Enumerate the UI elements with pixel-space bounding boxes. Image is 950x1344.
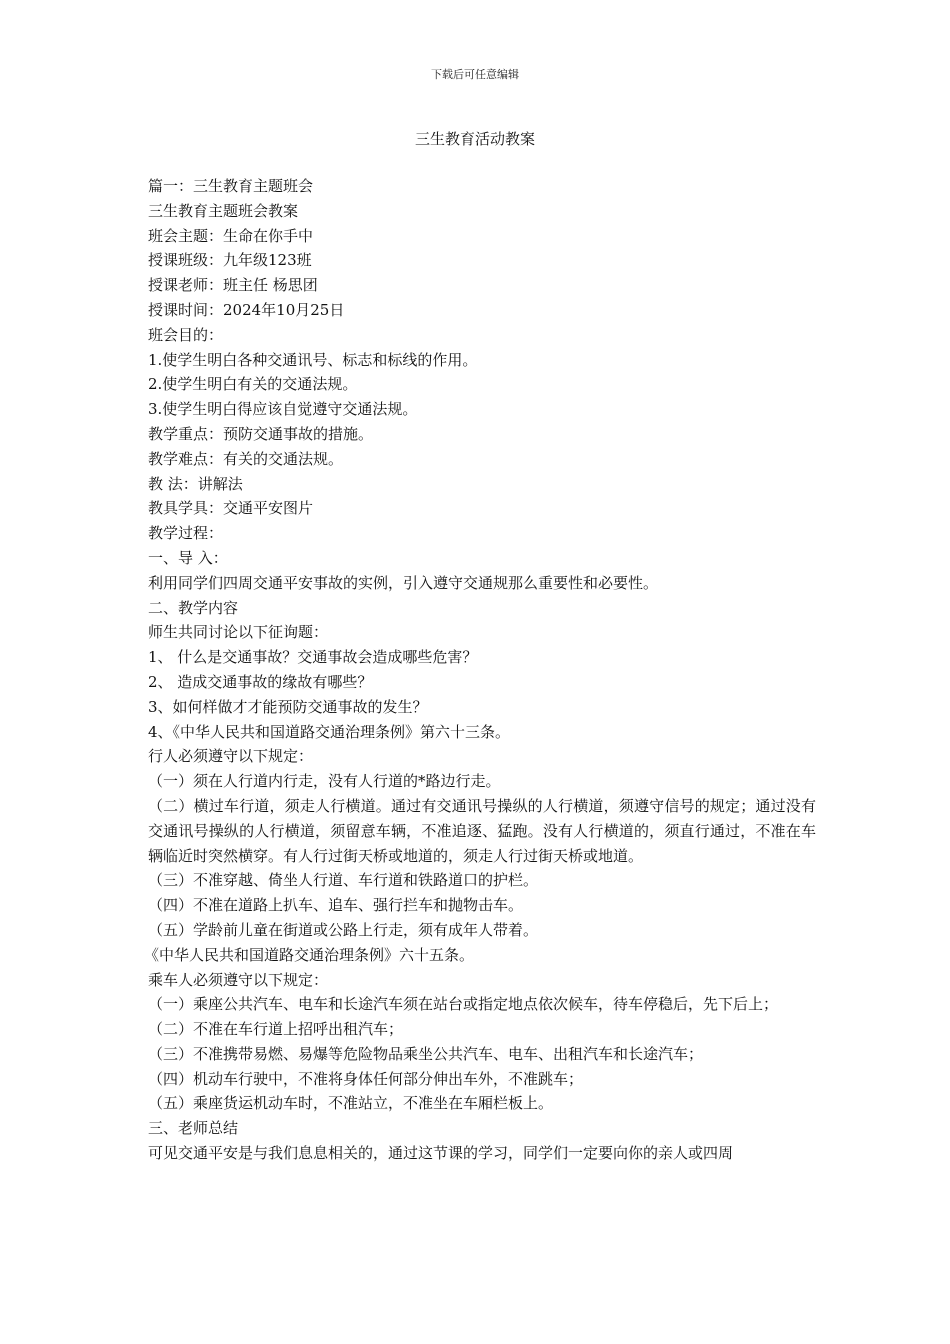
text-paragraph: （一）乘座公共汽车、电车和长途汽车须在站台或指定地点依次候车，待车停稳后，先下后上； bbox=[148, 995, 779, 1014]
text-line: 班会主题：生命在你手中 bbox=[148, 226, 314, 245]
text-line: 教学难点：有关的交通法规。 bbox=[148, 449, 344, 468]
text-line: 1、 什么是交通事故？交通事故会造成哪些危害？ bbox=[148, 648, 478, 667]
text-line: 2.使学生明白有关的交通法规。 bbox=[148, 375, 358, 394]
text-line: （五）学龄前儿童在街道或公路上行走，须有成年人带着。 bbox=[148, 920, 539, 939]
document-title: 三生教育活动教案 bbox=[414, 130, 535, 148]
text-line: （三）不准穿越、倚坐人行道、车行道和铁路道口的护栏。 bbox=[148, 871, 539, 890]
text-line: 班会目的： bbox=[148, 325, 224, 344]
text-line: 2、 造成交通事故的缘故有哪些？ bbox=[148, 672, 373, 691]
text-line: 师生共同讨论以下征询题： bbox=[148, 623, 329, 642]
text-line: 授课老师：班主任 杨思团 bbox=[148, 276, 318, 295]
text-line: 《中华人民共和国道路交通治理条例》六十五条。 bbox=[144, 945, 475, 964]
text-line: 教学重点：预防交通事故的措施。 bbox=[148, 424, 374, 443]
document-body bbox=[144, 174, 816, 1166]
text-line: 授课时间：2024年10月25日 bbox=[148, 300, 345, 319]
text-line: 三生教育主题班会教案 bbox=[148, 201, 299, 220]
text-line: 教具学具：交通平安图片 bbox=[148, 499, 314, 518]
text-line: 教学过程： bbox=[148, 524, 224, 543]
text-paragraph: （二）横过车行道，须走人行横道。通过有交通讯号操纵的人行横道，须遵守信号的规定；通过没有交通讯号操纵的人行横道，须留意车辆，不准追逐、猛跑。没有人行横道的，须直行通过，不准在车辆临近时突然横穿。有人行过街天桥或地道的，须走人行过街天桥或地道。 bbox=[148, 796, 816, 865]
text-line: （二）不准在车行道上招呼出租汽车； bbox=[148, 1020, 404, 1039]
text-line: （四）机动车行驶中，不准将身体任何部分伸出车外，不准跳车； bbox=[148, 1069, 584, 1088]
text-line: 可见交通平安是与我们息息相关的，通过这节课的学习，同学们一定要向你的亲人或四周 bbox=[148, 1144, 734, 1163]
text-line: 一、导 入： bbox=[148, 548, 228, 567]
text-line: 篇一：三生教育主题班会 bbox=[148, 177, 314, 195]
text-line: 3、如何样做才才能预防交通事故的发生？ bbox=[148, 697, 428, 716]
header-note: 下载后可任意编辑 bbox=[431, 68, 519, 81]
text-line: （五）乘座货运机动车时，不准站立，不准坐在车厢栏板上。 bbox=[148, 1094, 554, 1113]
text-line: 3.使学生明白得应该自觉遵守交通法规。 bbox=[148, 400, 418, 419]
text-line: 授课班级：九年级123班 bbox=[148, 251, 312, 270]
text-line: （三）不准携带易燃、易爆等危险物品乘坐公共汽车、电车、出租汽车和长途汽车； bbox=[148, 1044, 704, 1063]
text-line: 行人必须遵守以下规定： bbox=[148, 747, 314, 766]
text-line: 利用同学们四周交通平安事故的实例，引入遵守交通规那么重要性和必要性。 bbox=[148, 573, 659, 592]
text-line: 1.使学生明白各种交通讯号、标志和标线的作用。 bbox=[148, 350, 478, 369]
text-line: 教 法：讲解法 bbox=[148, 474, 243, 493]
text-line: 三、老师总结 bbox=[148, 1119, 239, 1138]
text-line: （四）不准在道路上扒车、追车、强行拦车和抛物击车。 bbox=[148, 896, 524, 915]
text-line: （一）须在人行道内行走，没有人行道的*路边行走。 bbox=[148, 772, 501, 791]
text-line: 4、《中华人民共和国道路交通治理条例》第六十三条。 bbox=[148, 722, 511, 741]
text-line: 乘车人必须遵守以下规定： bbox=[148, 970, 329, 989]
text-line: 二、教学内容 bbox=[148, 598, 239, 617]
